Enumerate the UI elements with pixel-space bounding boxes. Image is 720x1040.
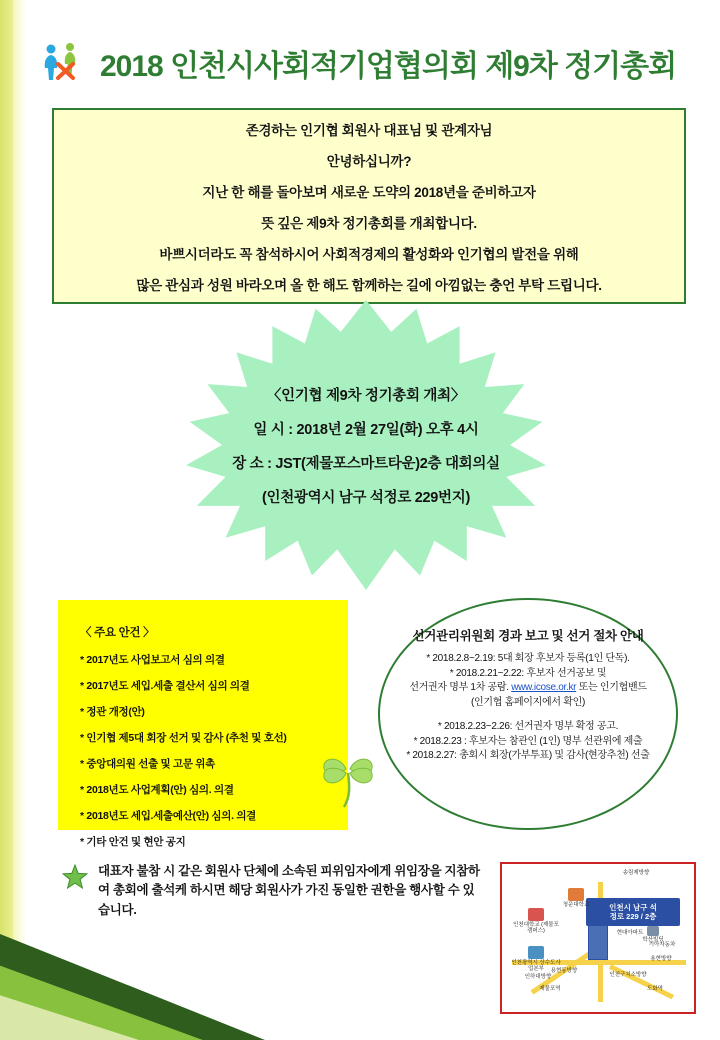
- agenda-title: 〈 주요 안건 〉: [80, 627, 155, 639]
- building-icon: [647, 926, 659, 936]
- map-destination-label: [586, 898, 680, 926]
- map-node-label: 도화역: [647, 986, 663, 992]
- greeting-line: 존경하는 인기협 회원사 대표님 및 관계자님: [245, 122, 493, 138]
- left-border-stripe: [0, 0, 13, 1040]
- map-node: [554, 888, 598, 908]
- election-line: * 2018.2.27: 총회시 회장(가부투표) 및 감사(현장추천) 선출: [406, 750, 650, 761]
- agenda-item: * 2018년도 세입.세출예산(안) 심의. 의결: [80, 810, 256, 822]
- map-node-label: 용현동방향: [550, 968, 578, 974]
- map-node-label: 인천구치소방향: [609, 972, 647, 978]
- greeting-line: 바쁘시더라도 꼭 참석하시어 사회적경제의 활성화와 인기협의 발전을 위해: [159, 246, 579, 262]
- event-starburst: [186, 300, 546, 590]
- people-logo-icon: [40, 40, 90, 86]
- map-road-diagonal-right: [609, 964, 674, 999]
- corner-triangle-pale: [0, 992, 170, 1040]
- map-node: [644, 956, 678, 962]
- page-title: 2018 인천시사회적기업협의회 제9차 정기총회: [100, 50, 677, 83]
- agenda-list: [80, 652, 338, 849]
- agenda-item: * 2017년도 세입.세출 결산서 심의 의결: [80, 680, 250, 692]
- burst-line: 〈인기협 제9차 정기총회 개최〉: [266, 388, 466, 404]
- page-header: [40, 34, 700, 92]
- election-line-with-link: [409, 681, 646, 696]
- map-node-label: 현대아파트: [616, 930, 644, 936]
- map-node: [606, 972, 650, 978]
- proxy-notice: [62, 862, 482, 920]
- map-node: [520, 974, 556, 980]
- agenda-item: * 2018년도 사업계획(안) 심의. 의결: [80, 784, 234, 796]
- agenda-item: * 중앙대의원 선출 및 고문 위촉: [80, 758, 215, 770]
- location-map: [500, 862, 696, 1014]
- agenda-item: * 정관 개정(안): [80, 706, 145, 718]
- burst-line: 일 시 : 2018년 2월 27일(화) 오후 4시: [253, 422, 479, 438]
- starburst-text: [186, 384, 546, 507]
- election-line: (인기협 홈페이지에서 확인): [471, 696, 585, 708]
- map-node-label: 기아자동차: [648, 942, 676, 948]
- star-icon: [62, 864, 88, 890]
- election-line: * 2018.2.8~2.19: 5대 회장 후보자 등록(1인 단독).: [426, 653, 630, 664]
- agenda-box: [58, 600, 348, 848]
- proxy-text: 대표자 불참 시 같은 회원사 단체에 소속된 피위임자에게 위임장을 지참하여 총회에 출석케 하시면 해당 회원사가 가진 동일한 권한을 행사할 수 있습니다.: [98, 864, 480, 917]
- agenda-item: * 기타 안건 및 현안 공지: [80, 836, 186, 848]
- greeting-box: [52, 108, 686, 304]
- map-destination-line2: 정로 229 / 2층: [609, 912, 657, 921]
- map-destination-building: [588, 924, 608, 960]
- map-node-label: 인하대방향: [524, 974, 552, 980]
- map-node-label: 인천광역시 상수도사업본부: [511, 960, 561, 973]
- map-node: [610, 870, 662, 876]
- agenda-item: * 2017년도 사업보고서 심의 의결: [80, 654, 225, 666]
- greeting-line: 지난 한 해를 돌아보며 새로운 도약의 2018년을 준비하고자: [202, 184, 536, 200]
- map-node-label: 송림제방향: [622, 870, 650, 876]
- map-node-label: 인천대학교 (제물포캠퍼스): [513, 922, 559, 935]
- election-line-text: 선거권자 명부 1차 공람.: [409, 682, 509, 693]
- greeting-line: 뜻 깊은 제9차 정기총회를 개최합니다.: [261, 215, 477, 231]
- clover-icon: [310, 735, 386, 811]
- election-notice-ellipse: [378, 598, 678, 830]
- map-node: [640, 986, 670, 992]
- icose-website-link[interactable]: www.icose.or.kr: [511, 682, 577, 693]
- map-node: [512, 908, 560, 934]
- map-node-label: 제물포역: [539, 986, 561, 992]
- greeting-line: 안녕하십니까?: [326, 153, 412, 169]
- election-line-tail: 또는 인기협밴드: [578, 682, 647, 693]
- agenda-item: * 인기협 제5대 회장 선거 및 감사 (추천 및 호선): [80, 732, 287, 744]
- burst-line: (인천광역시 남구 석정로 229번지): [261, 490, 471, 506]
- waterworks-icon: [528, 946, 544, 959]
- map-node-label: 청운대학교: [562, 902, 590, 908]
- election-line: * 2018.2.23~2.26: 선거권자 명부 확정 공고.: [437, 721, 619, 732]
- map-node-label: 학산빌딩: [642, 937, 664, 943]
- university-icon: [528, 908, 544, 921]
- map-node: [532, 986, 568, 992]
- map-destination-line1: 인천시 남구 석: [609, 902, 657, 912]
- map-node: [614, 930, 646, 936]
- left-border-decoration: [0, 0, 26, 1040]
- university-icon: [568, 888, 584, 901]
- election-line: * 2018.2.23 : 후보자는 참관인 (1인) 명부 선관위에 제출: [413, 735, 643, 747]
- election-title: 선거관리위원회 경과 보고 및 선거 절차 안내: [412, 629, 644, 643]
- burst-line: 장 소 : JST(제물포스마트타운)2층 대회의실: [232, 456, 500, 472]
- election-line: * 2018.2.21~2.22: 후보자 선거공보 및: [449, 667, 607, 679]
- map-node-label: 용현방향: [650, 956, 672, 962]
- greeting-line: 많은 관심과 성원 바라오며 올 한 해도 함께하는 길에 아낌없는 충언 부탁 드립니다.: [136, 277, 602, 293]
